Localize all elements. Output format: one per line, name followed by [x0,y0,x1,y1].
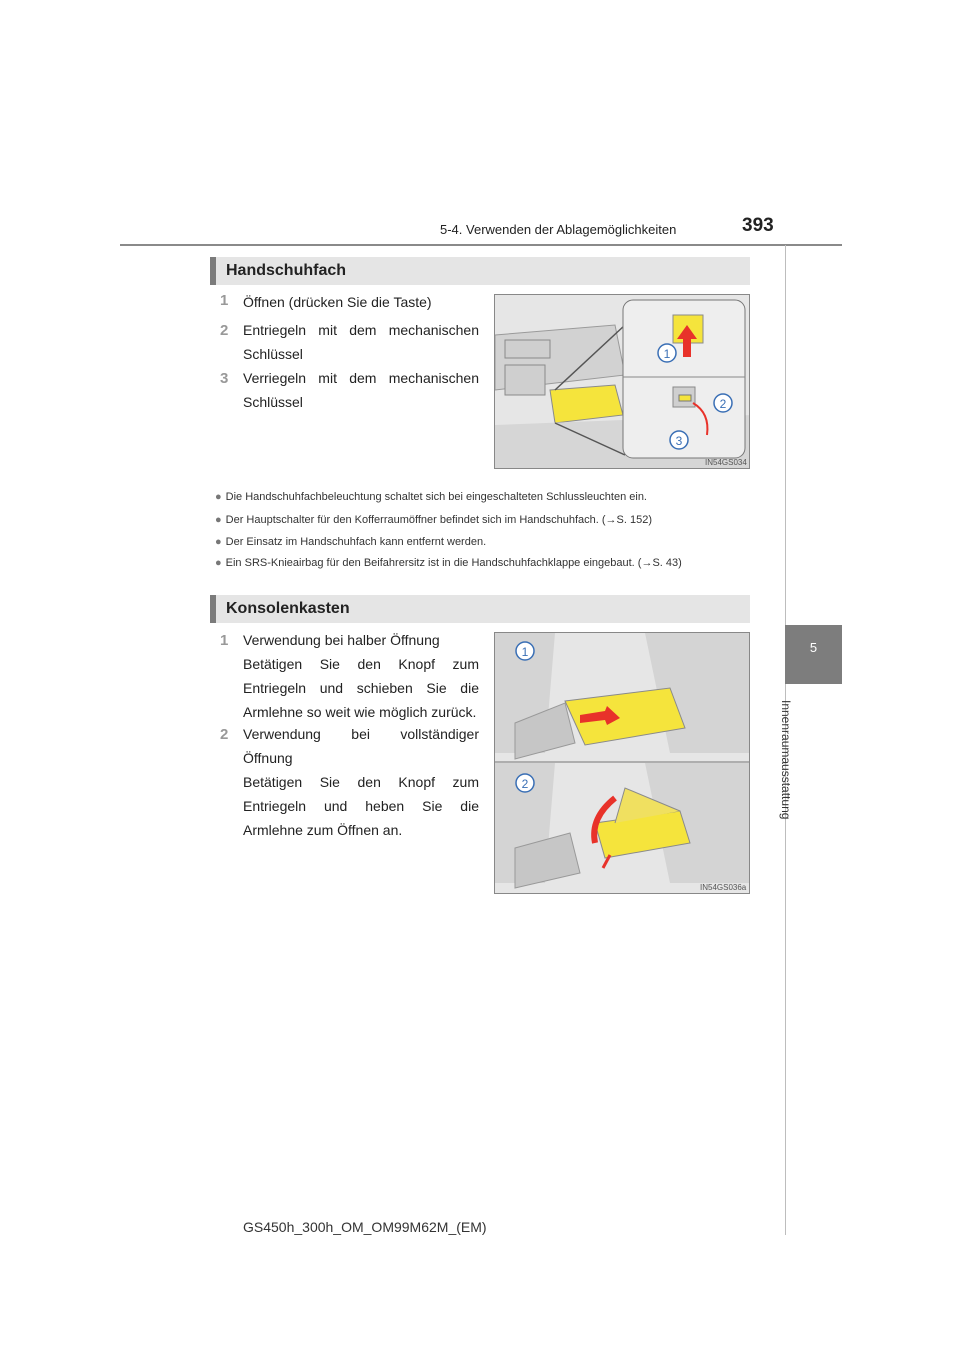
note-item [215,555,745,571]
console-illustration [495,633,750,894]
note-item [215,534,745,550]
chapter-label [779,700,799,840]
note-item [215,512,745,528]
step-title: Verwendung bei vollständiger Öffnung [243,726,479,766]
step-number: 1 [220,292,229,309]
bullet-icon: ● [215,514,222,526]
callout-1: 1 [521,645,529,659]
step-number: 3 [220,370,229,387]
note-text: Der Einsatz im Handschuhfach kann entfernt werden. [225,536,487,548]
console-figure [494,632,750,894]
section-title-glovebox: Handschuhfach [210,257,750,285]
bullet-icon: ● [215,536,222,548]
step-text: Verriegeln mit dem mechanischen Schlüssel [243,370,479,410]
figure-code: IN54GS036a [700,883,747,892]
note-text: Der Hauptschalter für den Kofferraumöffner befindet sich im Handschuhfach. (→S. 152) [225,514,653,526]
note-text: Ein SRS-Knieairbag für den Beifahrersitz ist in die Handschuhfachklappe eingebaut. (→S. 43) [225,557,682,569]
header-rule [120,244,842,246]
step-number: 1 [220,632,229,649]
page-number: 393 [742,215,774,236]
step-title: Verwendung bei halber Öffnung [243,632,440,648]
document-id: GS450h_300h_OM_OM99M62M_(EM) [243,1219,487,1235]
running-header: 5-4. Verwenden der Ablagemöglichkeiten [440,222,677,237]
step-text: Betätigen Sie den Knopf zum Entriegeln und heben Sie die Armlehne zum Öffnen an. [243,774,479,838]
callout-1: 1 [663,347,671,361]
glovebox-illustration [495,295,750,469]
figure-code: IN54GS034 [705,458,747,467]
note-item [215,489,745,505]
step-text: Betätigen Sie den Knopf zum Entriegeln und schieben Sie die Armlehne so weit wie möglich zurück. [243,656,479,720]
section-title-console: Konsolenkasten [210,595,750,623]
bullet-icon: ● [215,557,222,569]
step-number: 2 [220,322,229,339]
chapter-tab: 5 [785,625,842,684]
step-text: Öffnen (drücken Sie die Taste) [243,294,432,310]
chapter-title: Innenraumausstattung [779,700,793,820]
callout-2: 2 [521,777,529,791]
step-text: Entriegeln mit dem mechanischen Schlüssel [243,322,479,362]
glovebox-figure [494,294,750,469]
note-text: Die Handschuhfachbeleuchtung schaltet sich bei eingeschalteten Schlussleuchten ein. [225,491,647,503]
bullet-icon: ● [215,491,222,503]
step-number: 2 [220,726,229,743]
callout-3: 3 [675,434,683,448]
callout-2: 2 [719,397,727,411]
